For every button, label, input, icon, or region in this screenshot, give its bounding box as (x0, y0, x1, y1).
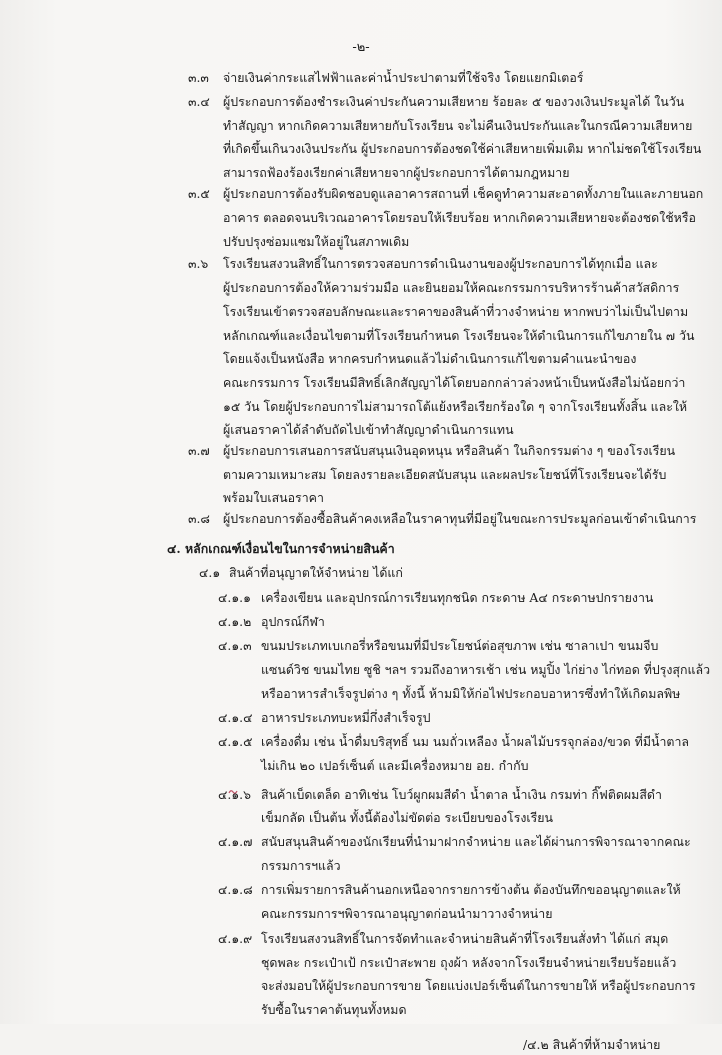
clause-number: ๔.๑.๔ (218, 710, 253, 725)
clause-number: ๔.๑.๗ (218, 834, 253, 849)
clause-number: ๓.๘ (188, 511, 210, 526)
clause-text: จะส่งมอบให้ผู้ประกอบการขาย โดยแบ่งเปอร์เซ็นต์ในการขายให้ หรือผู้ประกอบการ (261, 978, 696, 994)
clause-number: ๔.๑.๓ (218, 638, 252, 653)
clause-text: โรงเรียนเข้าตรวจสอบลักษณะและราคาของสินค้าที่วางจำหน่าย หากพบว่าไม่เป็นไปตาม (223, 304, 689, 319)
clause-number: ๓.๔ (188, 94, 210, 109)
clause-text: จ่ายเงินค่ากระแสไฟฟ้าและค่าน้ำประปาตามที่ใช้จริง โดยแยกมิเตอร์ (223, 70, 584, 85)
clause-number: ๔.๑.๖ (218, 787, 251, 802)
clause-text: แซนด์วิช ขนมไทย ซูชิ ฯลฯ รวมถึงอาหารเช้า เช่น หมูปิ้ง ไก่ย่าง ไก่ทอด ที่ปรุงสุกแล้ว (261, 662, 711, 677)
clause-text: เครื่องเขียน และอุปกรณ์การเรียนทุกชนิด กระดาษ A๔ กระดาษปกรายงาน (261, 590, 654, 605)
clause-text: ผู้เสนอราคาได้ลำดับถัดไปเข้าทำสัญญาดำเนินการแทน (223, 422, 514, 437)
clause-number: ๔.๑ (199, 565, 221, 580)
clause-number: ๔.๑.๕ (218, 734, 253, 749)
clause-number: ๓.๓ (188, 70, 209, 85)
clause-number: ๓.๗ (188, 443, 210, 458)
clause-text: ผู้ประกอบการต้องให้ความร่วมมือ และยินยอมให้คณะกรรมการบริหารร้านค้าสวัสดิการ (223, 280, 680, 295)
clause-text: ไม่เกิน ๒๐ เปอร์เซ็นต์ และมีเครื่องหมาย อย. กำกับ (261, 758, 529, 773)
clause-text: การเพิ่มรายการสินค้านอกเหนือจากรายการข้างต้น ต้องบันทึกขออนุญาตและให้ (261, 882, 681, 897)
page-number: -๒- (352, 40, 370, 55)
clause-text: เข็มกลัด เป็นต้น ทั้งนี้ต้องไม่ขัดต่อ ระเบียบของโรงเรียน (261, 810, 554, 825)
clause-text: คณะกรรมการ โรงเรียนมีสิทธิ์เลิกสัญญาได้โดยบอกกล่าวล่วงหน้าเป็นหนังสือไม่น้อยกว่า (223, 375, 686, 390)
section-4-heading: ๔. หลักเกณฑ์เงื่อนไขในการจำหน่ายสินค้า (167, 541, 395, 556)
clause-text: อาหารประเภทบะหมี่กึ่งสำเร็จรูป (261, 710, 431, 725)
clause-text: ผู้ประกอบการต้องชำระเงินค่าประกันความเสียหาย ร้อยละ ๕ ของวงเงินประมูลได้ ในวัน (223, 94, 685, 109)
clause-number: ๓.๕ (188, 186, 210, 201)
clause-text: อุปกรณ์กีฬา (261, 614, 325, 629)
clause-text: ที่เกิดขึ้นเกินวงเงินประกัน ผู้ประกอบการต้องชดใช้ค่าเสียหายเพิ่มเติม หากไม่ชดใช้โรงเรียน (223, 141, 702, 156)
clause-text: ผู้ประกอบการต้องรับผิดชอบดูแลอาคารสถานที่ เช็คดูทำความสะอาดทั้งภายในและภายนอก (223, 186, 704, 201)
clause-number: ๔.๑.๒ (218, 614, 252, 629)
clause-text: หรืออาหารสำเร็จรูปต่าง ๆ ทั้งนี้ ห้ามมิให้ก่อไฟประกอบอาหารซึ่งทำให้เกิดมลพิษ (261, 686, 681, 701)
clause-text: โดยแจ้งเป็นหนังสือ หากครบกำหนดแล้วไม่ดำเนินการแก้ไขตามคำแนะนำของ (223, 351, 637, 366)
clause-text: สามารถฟ้องร้องเรียกค่าเสียหายจากผู้ประกอบการได้ตามกฎหมาย (223, 165, 570, 180)
clause-number: ๔.๑.๑ (218, 590, 251, 605)
clause-text: ทำสัญญา หากเกิดความเสียหายกับโรงเรียน จะไม่คืนเงินประกันและในกรณีความเสียหาย (223, 118, 693, 133)
clause-number: ๔.๑.๘ (218, 882, 253, 897)
clause-text: พร้อมใบเสนอราคา (223, 490, 324, 505)
clause-text: สนับสนุนสินค้าของนักเรียนที่นำมาฝากจำหน่าย และได้ผ่านการพิจารณาจากคณะ (261, 834, 691, 849)
clause-text: ขนมประเภทเบเกอรี่หรือขนมที่มีประโยชน์ต่อสุขภาพ เช่น ซาลาเปา ขนมจีบ (261, 638, 659, 653)
continuation-note: /๔.๒ สินค้าที่ห้ามจำหน่าย (523, 1036, 661, 1052)
clause-text: กรรมการฯแล้ว (261, 857, 341, 873)
clause-text: โรงเรียนสงวนสิทธิ์ในการจัดทำและจำหน่ายสินค้าที่โรงเรียนสั่งทำ ได้แก่ สมุด (261, 931, 669, 947)
clause-text: คณะกรรมการฯพิจารณาอนุญาตก่อนนำมาวางจำหน่าย (261, 905, 553, 921)
clause-text: โรงเรียนสงวนสิทธิ์ในการตรวจสอบการดำเนินงานของผู้ประกอบการได้ทุกเมื่อ และ (223, 256, 658, 271)
clause-text: สินค้าเบ็ดเตล็ด อาทิเช่น โบว์ผูกผมสีดำ น้ำตาล น้ำเงิน กรมท่า กิ๊ฟติดผมสีดำ (261, 787, 662, 802)
clause-text: สินค้าที่อนุญาตให้จำหน่าย ได้แก่ (229, 565, 403, 580)
clause-text: หลักเกณฑ์และเงื่อนไขตามที่โรงเรียนกำหนด โรงเรียนจะให้ดำเนินการแก้ไขภายใน ๗ วัน (223, 328, 695, 343)
clause-text: ตามความเหมาะสม โดยลงรายละเอียดสนับสนุน และผลประโยชน์ที่โรงเรียนจะได้รับ (223, 467, 667, 482)
clause-text: ปรับปรุงซ่อมแซมให้อยู่ในสภาพเดิม (223, 234, 410, 249)
clause-text: อาคาร ตลอดจนบริเวณอาคารโดยรอบให้เรียบร้อย หากเกิดความเสียหายจะต้องชดใช้หรือ (223, 210, 696, 225)
clause-text: ๑๕ วัน โดยผู้ประกอบการไม่สามารถโต้แย้งหรือเรียกร้องใด ๆ จากโรงเรียนทั้งสิ้น และให้ (223, 399, 688, 414)
clause-text: ผู้ประกอบการเสนอการสนับสนุนเงินอุดหนุน หรือสินค้า ในกิจกรรมต่าง ๆ ของโรงเรียน (223, 443, 676, 458)
clause-number: ๔.๑.๙ (218, 931, 253, 947)
clause-text: เครื่องดื่ม เช่น น้ำดื่มบริสุทธิ์ นม นมถั่วเหลือง น้ำผลไม้บรรจุกล่อง/ขวด ที่มีน้ำตาล (261, 734, 690, 749)
clause-text: รับซื้อในราคาต้นทุนทั้งหมด (261, 1002, 407, 1017)
clause-text: ผู้ประกอบการต้องซื้อสินค้าคงเหลือในราคาทุนที่มีอยู่ในขณะการประมูลก่อนเข้าดำเนินการ (223, 511, 697, 526)
clause-text: ชุดพละ กระเป๋าเป้ กระเป๋าสะพาย ถุงผ้า หลังจากโรงเรียนจำหน่ายเรียบร้อยแล้ว (261, 954, 677, 970)
clause-number: ๓.๖ (188, 256, 209, 271)
